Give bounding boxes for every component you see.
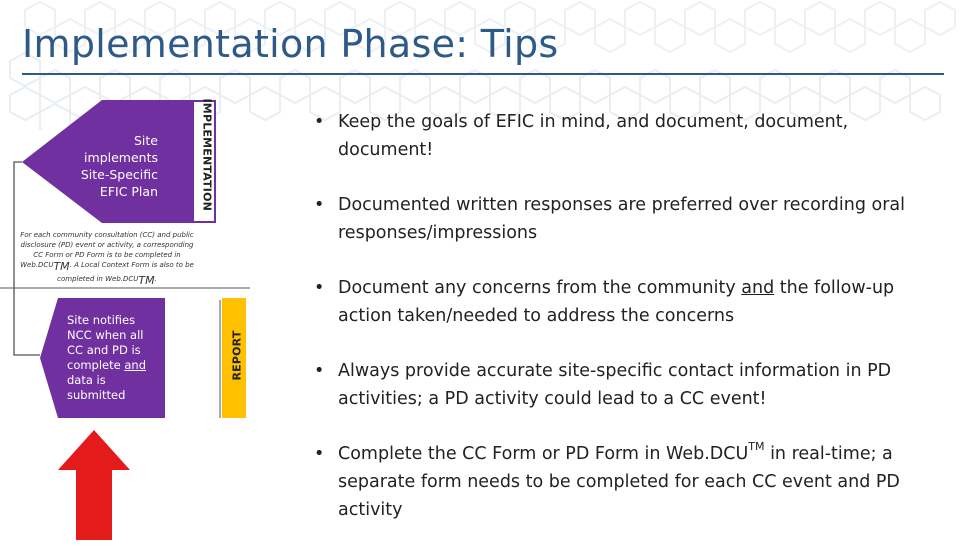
notify-text: data is submitted: [67, 373, 126, 402]
implementation-label: IMPLEMENTATION: [200, 98, 214, 212]
cc-pd-form-note: [18, 230, 196, 288]
tip-trademark: TM: [748, 440, 765, 453]
tip-text: Keep the goals of EFIC in mind, and document, document, document!: [338, 112, 849, 160]
plan-box-line: Site-Specific: [80, 167, 158, 182]
note-trademark: TM: [138, 274, 155, 287]
tip-item: [312, 440, 922, 524]
tip-text: Documented written responses are preferred over recording oral responses/impressions: [338, 195, 905, 243]
tip-item: [312, 108, 922, 164]
plan-box-line: EFIC Plan: [99, 184, 158, 199]
tip-text: Always provide accurate site-specific contact information in PD activities; a PD activity could lead to a CC event!: [338, 361, 892, 409]
tip-item: [312, 191, 922, 247]
bullet-icon: •: [314, 361, 325, 381]
tip-text: Complete the CC Form or PD Form in Web.DCU: [338, 444, 749, 464]
notify-text: Site notifies NCC when all CC and PD is complete: [67, 313, 144, 372]
tip-text: in real-time; a separate form needs to be completed for each CC event and PD activity: [338, 444, 900, 520]
tip-item: [312, 357, 922, 413]
bullet-icon: •: [314, 278, 325, 298]
tip-text-underlined: and: [741, 278, 775, 298]
bullet-icon: •: [314, 444, 325, 464]
notify-text-underlined: and: [124, 358, 147, 372]
note-trademark: TM: [53, 260, 70, 273]
report-label: REPORT: [230, 330, 244, 381]
slide-title: Implementation Phase: Tips: [22, 22, 559, 66]
red-up-arrow-icon: [58, 430, 130, 540]
tips-list: [312, 108, 922, 551]
bullet-icon: •: [314, 112, 325, 132]
plan-box-text: [60, 132, 158, 200]
note-text: For each community consultation (CC) and public disclosure (PD) event or activity, a corresponding CC Form or PD Form is to be completed in Web.DCU: [20, 231, 194, 269]
tip-text: Document any concerns from the community: [338, 278, 742, 298]
bullet-icon: •: [314, 195, 325, 215]
tip-text: the follow-up action taken/needed to address the concerns: [338, 278, 895, 326]
notify-box-text: [67, 313, 161, 403]
note-text: .: [154, 275, 157, 283]
note-text: . A Local Context Form is also to be completed in Web.DCU: [57, 261, 194, 283]
tip-item: [312, 274, 922, 330]
plan-box-line: Site: [134, 133, 158, 148]
plan-box-line: implements: [84, 150, 158, 165]
